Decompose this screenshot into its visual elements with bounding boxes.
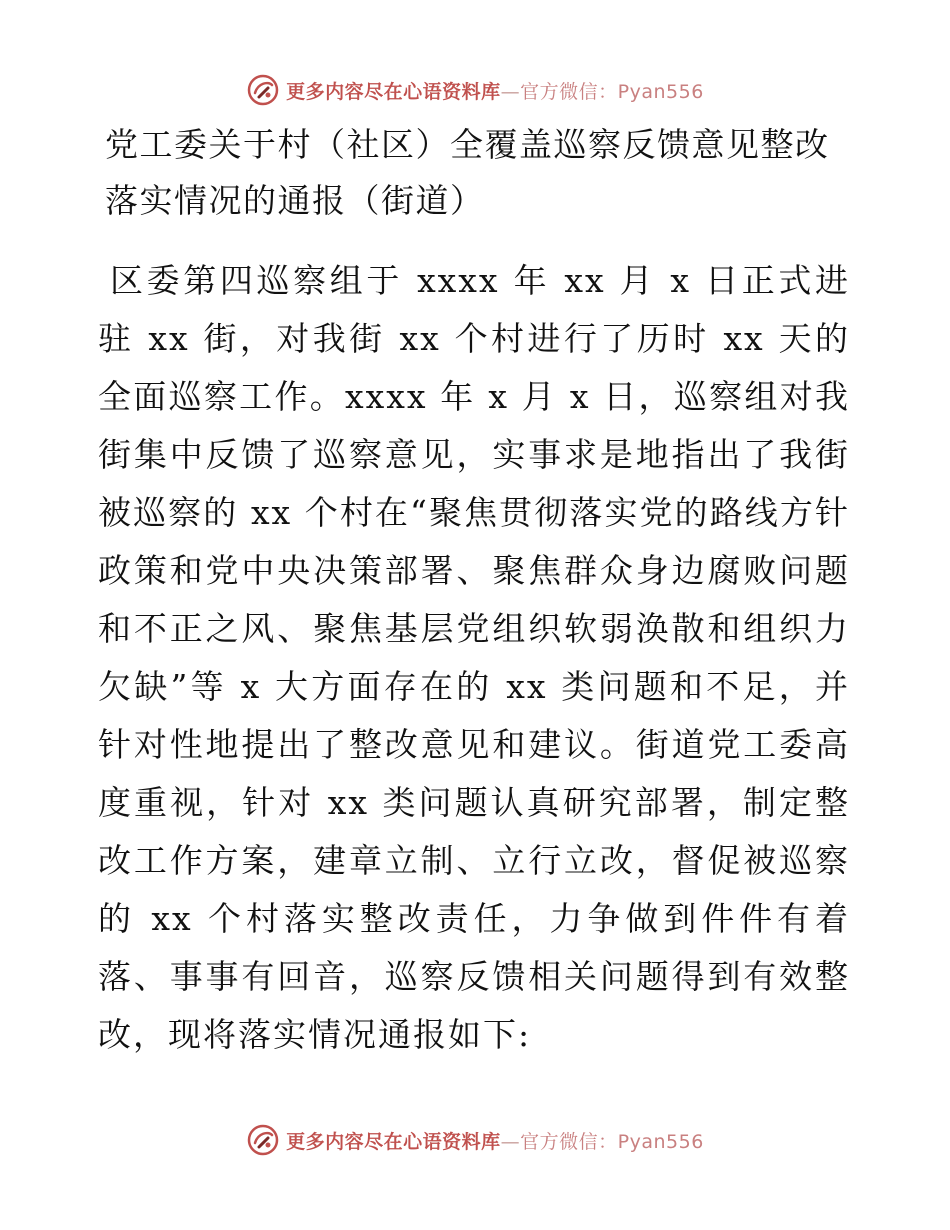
banner-brand-text: 更多内容尽在心语资料库 xyxy=(286,80,501,103)
document-paragraph: 区委第四巡察组于 xxxx 年 xx 月 x 日正式进驻 xx 街，对我街 xx 个村进行了历时 xx 天的全面巡察工作。xxxx 年 x 月 x 日，巡察组对我街集中反馈了巡察意见，实事求是地指出了我街被巡察的 xx 个村在“聚焦贯彻落实党的路线方针政策和党中央决策部署、聚焦群众身边腐败问题和不正之风、聚焦基层党组织软弱涣散和组织力欠缺”等 x 大方面存在的 xx 类问题和不足，并针对性地提出了整改意见和建议。街道党工委高度重视，针对 xx 类问题认真研究部署，制定整改工作方案，建章立制、立行立改，督促被巡察的 xx 个村落实整改责任，力争做到件件有着落、事事有回音，巡察反馈相关问题得到有效整改，现将落实情况通报如下: xyxy=(98,261,850,1054)
document-title: 党工委关于村（社区）全覆盖巡察反馈意见整改落实情况的通报（街道） xyxy=(105,125,830,220)
banner-separator: — xyxy=(500,1130,521,1153)
seal-logo-icon xyxy=(246,73,280,107)
banner-brand-text: 更多内容尽在心语资料库 xyxy=(286,1130,501,1153)
banner-text xyxy=(286,77,704,104)
banner-separator: — xyxy=(500,80,521,103)
banner-wechat-text: 官方微信：Pyan556 xyxy=(520,1130,704,1153)
banner-wechat-text: 官方微信：Pyan556 xyxy=(520,80,704,103)
footer-banner xyxy=(0,1120,950,1160)
banner-text xyxy=(286,1127,704,1154)
seal-logo-icon xyxy=(246,1123,280,1157)
header-banner xyxy=(0,70,950,110)
